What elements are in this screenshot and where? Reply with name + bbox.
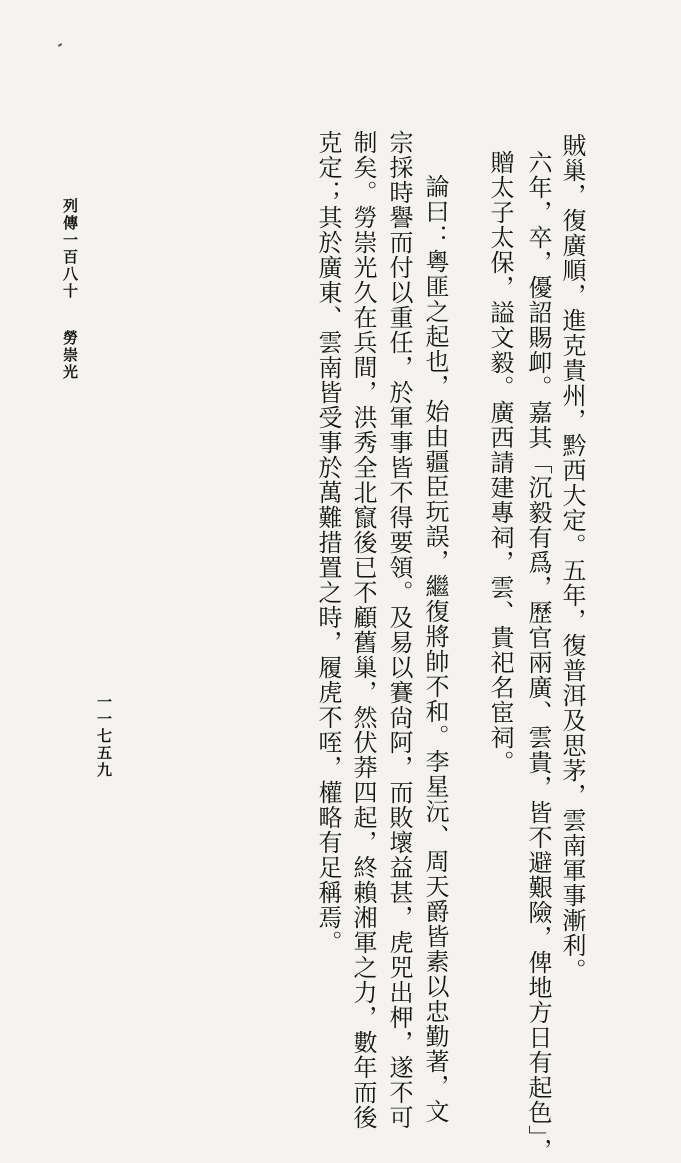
text-column-7: 克定；其於廣東、雲南皆受事於萬難措置之時，履虎不咥，權略有足稱焉。 <box>314 130 342 955</box>
text-column-3: 贈太子太保，謚文毅。廣西請建專祠，雲、貴祀名宦祠。 <box>486 150 514 775</box>
text-column-5: 宗採時譽而付以重任，於軍事皆不得要領。及易以賽尙阿，而敗壞益甚，虎兕出柙，遂不可 <box>385 130 413 1130</box>
text-column-1: 賊巢，復廣順，進克貴州，黔西大定。五年，復普洱及思茅，雲南軍事漸利。 <box>558 133 586 983</box>
text-column-6: 制矣。勞崇光久在兵間，洪秀全北竄後已不顧舊巢，然伏莽四起，終賴湘軍之力，數年而後 <box>349 130 377 1130</box>
text-column-2: 六年，卒，優詔賜卹。嘉其「沉毅有爲，歷官兩廣、雲貴，皆不避艱險，俾地方日有起色」， <box>524 150 552 1163</box>
running-header-title: 列傳一百八十 <box>61 198 79 300</box>
margin-tick-mark <box>58 43 62 47</box>
page-number: 一一七五九 <box>95 694 113 779</box>
running-header-name: 勞崇光 <box>61 330 79 381</box>
text-column-4: 論曰：粵匪之起也，始由疆臣玩誤，繼復將帥不和。李星沅、周天爵皆素以忠勤著，文 <box>421 174 449 1124</box>
